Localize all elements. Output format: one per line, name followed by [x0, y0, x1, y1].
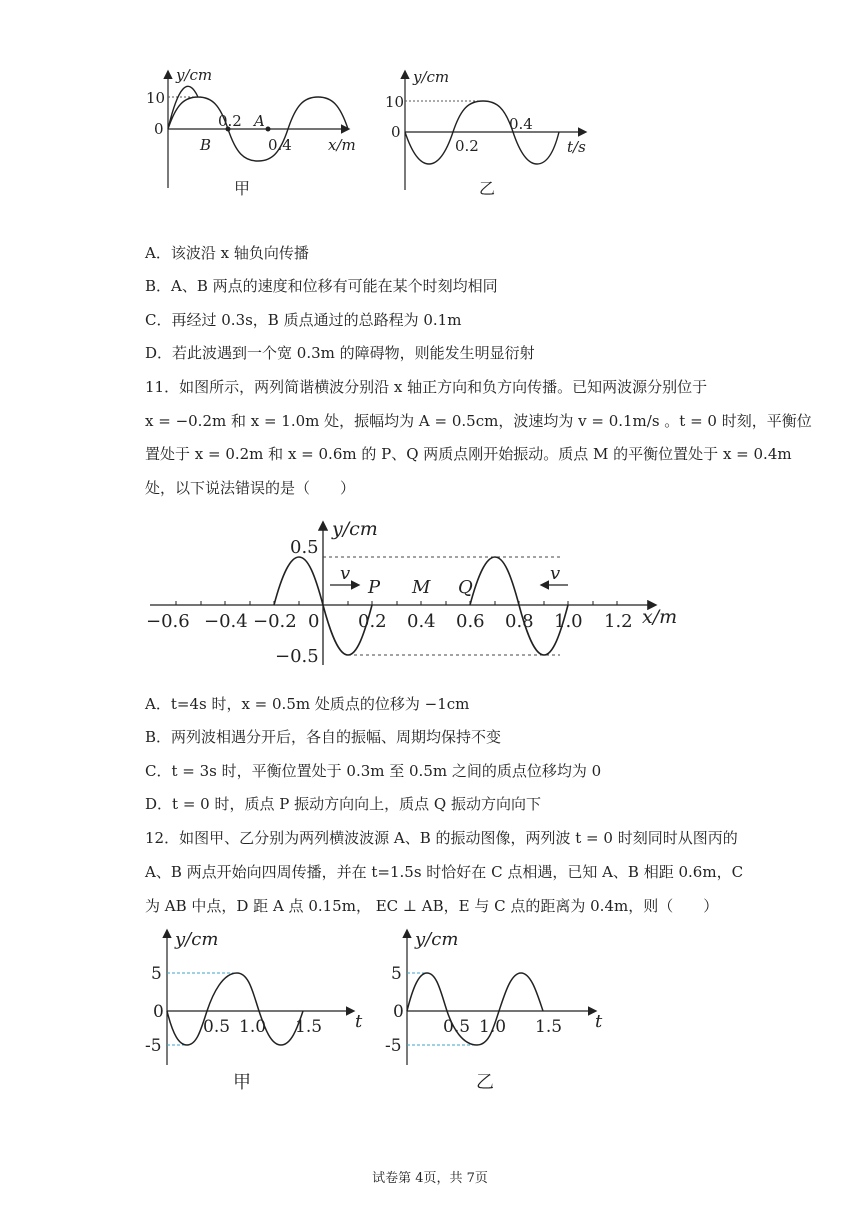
m-label: M: [412, 577, 431, 598]
tick-0.6: 0.6: [456, 611, 485, 632]
x-tick-0.2: 0.2: [218, 112, 242, 130]
y-tick-neg5: -5: [385, 1036, 402, 1056]
y-axis-label: y/cm: [415, 929, 459, 950]
t-axis-label: t/s: [567, 138, 586, 156]
y-tick-0: 0: [393, 1002, 404, 1022]
q12-caption-jia: 甲: [233, 1072, 251, 1093]
y-tick-bottom: −0.5: [275, 646, 319, 667]
x-tick-labels: [146, 611, 633, 632]
y-tick-5: 5: [391, 964, 402, 984]
q11-option-a: A．t=4s 时，x = 0.5m 处质点的位移为 −1cm: [145, 695, 470, 713]
q12-stem-line-2: A、B 两点开始向四周传播，并在 t=1.5s 时恰好在 C 点相遇，已知 A、B 相距 0.6m，C: [145, 863, 744, 881]
y-tick-10: 10: [146, 89, 166, 107]
y-axis-label: y/cm: [413, 68, 450, 86]
x-axis-label: x/m: [642, 606, 678, 628]
tick-0.8: 0.8: [505, 611, 534, 632]
q10-option-d: D．若此波遇到一个宽 0.3m 的障碍物，则能发生明显衍射: [145, 344, 535, 362]
vibration-curve: [167, 973, 303, 1045]
t-tick-1.0: 1.0: [239, 1017, 267, 1037]
q11-option-c: C．t = 3s 时，平衡位置处于 0.3m 至 0.5m 之间的质点位移均为 0: [145, 762, 602, 780]
tick-neg-0.4: −0.4: [204, 611, 248, 632]
tick-0-label: 0: [308, 611, 320, 632]
tick-1.2: 1.2: [604, 611, 633, 632]
tick-0.2: 0.2: [358, 611, 387, 632]
y-tick-0: 0: [391, 123, 401, 141]
q10-option-c: C．再经过 0.3s，B 质点通过的总路程为 0.1m: [145, 311, 462, 329]
v-left-label: v: [340, 563, 351, 584]
q12-figure-yi: [385, 925, 615, 1075]
t-tick-0.5: 0.5: [203, 1017, 231, 1037]
q11-stem-line-2: x = −0.2m 和 x = 1.0m 处，振幅均为 A = 0.5cm，波速均为 v = 0.1m/s 。t = 0 时刻，平衡位: [145, 412, 812, 430]
q11-option-b: B．两列波相遇分开后，各自的振幅、周期均保持不变: [145, 728, 502, 746]
tick-0.4: 0.4: [407, 611, 436, 632]
tick-1.0: 1.0: [554, 611, 583, 632]
x-tick-0.4: 0.4: [268, 136, 292, 154]
t-axis-label: t: [595, 1011, 603, 1032]
tick-neg-0.2: −0.2: [253, 611, 297, 632]
y-tick-neg5: -5: [145, 1036, 162, 1056]
tick-neg-0.6: −0.6: [146, 611, 190, 632]
q12-caption-yi: 乙: [476, 1072, 494, 1093]
t-tick-1.5: 1.5: [295, 1017, 323, 1037]
p-label: P: [368, 577, 381, 598]
t-tick-1.0: 1.0: [479, 1017, 507, 1037]
q10-option-b: B．A、B 两点的速度和位移有可能在某个时刻均相同: [145, 277, 498, 295]
t-tick-0.5: 0.5: [443, 1017, 471, 1037]
y-tick-top: 0.5: [290, 537, 319, 558]
q11-figure: [140, 515, 700, 675]
y-axis-label: y/cm: [176, 66, 213, 84]
point-b-label: B: [200, 136, 212, 154]
q10-figure-jia: [146, 60, 370, 200]
vibration-curve: [407, 973, 543, 1045]
y-tick-5: 5: [151, 964, 162, 984]
q11-stem-line-4: 处，以下说法错误的是（ ）: [145, 479, 356, 497]
point-a-marker: [266, 127, 271, 132]
q10-caption-yi: 乙: [479, 179, 496, 198]
q11-stem-line-3: 置处于 x = 0.2m 和 x = 0.6m 的 P、Q 两质点刚开始振动。质点 M 的平衡位置处于 x = 0.4m: [145, 445, 792, 463]
t-tick-0.2: 0.2: [455, 137, 479, 155]
q12-stem-line-1: 12．如图甲、乙分别为两列横波波源 A、B 的振动图像，两列波 t = 0 时刻同时从图丙的: [145, 829, 738, 847]
y-tick-0: 0: [154, 120, 164, 138]
t-tick-0.4: 0.4: [509, 115, 533, 133]
q11-option-d: D．t = 0 时，质点 P 振动方向向上，质点 Q 振动方向向下: [145, 795, 541, 813]
v-right-label: v: [550, 563, 561, 584]
q10-option-a: A．该波沿 x 轴负向传播: [145, 244, 309, 262]
x-axis-label: x/m: [328, 136, 356, 154]
y-tick-10: 10: [385, 93, 405, 111]
t-axis-label: t: [355, 1011, 363, 1032]
q12-figure-jia: [145, 925, 375, 1075]
q12-stem-line-3: 为 AB 中点，D 距 A 点 0.15m， EC ⊥ AB，E 与 C 点的距离为 0.4m，则（ ）: [145, 897, 719, 915]
q11-stem-line-1: 11．如图所示，两列简谐横波分别沿 x 轴正方向和负方向传播。已知两波源分别位于: [145, 378, 708, 396]
q10-caption-jia: 甲: [234, 179, 251, 198]
point-a-label: A: [254, 112, 265, 130]
t-tick-1.5: 1.5: [535, 1017, 563, 1037]
y-tick-0: 0: [153, 1002, 164, 1022]
q-label: Q: [458, 577, 473, 598]
page-footer: 试卷第 4页，共 7页: [372, 1171, 488, 1186]
y-axis-label: y/cm: [332, 518, 378, 540]
y-axis-label: y/cm: [175, 929, 219, 950]
